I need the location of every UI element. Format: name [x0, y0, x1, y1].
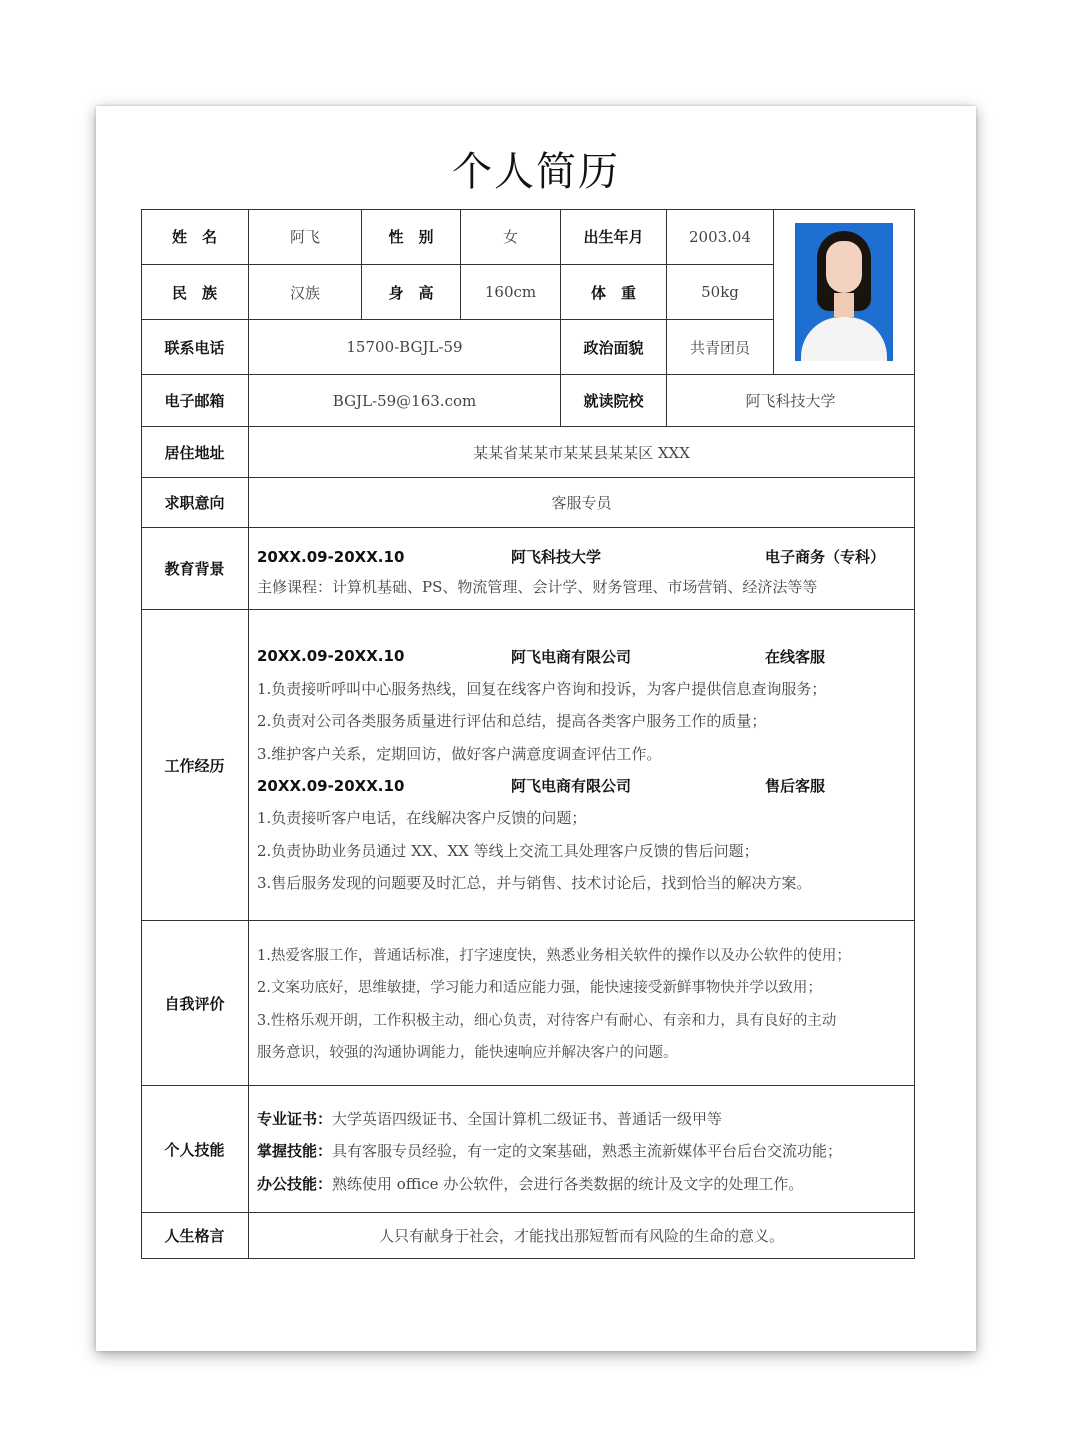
phone-label: 联系电话 [141, 320, 249, 375]
job-duty: 1.负责接听呼叫中心服务热线，回复在线客户咨询和投诉，为客户提供信息查询服务； [257, 679, 827, 698]
weight-label: 体 重 [561, 265, 667, 320]
work-section [249, 610, 915, 921]
skill-text: 大学英语四级证书、全国计算机二级证书、普通话一级甲等 [332, 1109, 723, 1128]
job-role: 售后客服 [765, 777, 826, 795]
birth-label: 出生年月 [561, 209, 667, 265]
phone-value: 15700-BGJL-59 [249, 320, 561, 375]
height-value: 160cm [461, 265, 561, 320]
politics-label: 政治面貌 [561, 320, 667, 375]
education-school: 阿飞科技大学 [511, 548, 602, 566]
skill-title: 掌握技能： [257, 1142, 333, 1161]
job-duty: 3.维护客户关系，定期回访，做好客户满意度调查评估工作。 [257, 744, 662, 763]
job-duty: 3.售后服务发现的问题要及时汇总，并与销售、技术讨论后，找到恰当的解决方案。 [257, 874, 812, 893]
education-courses: 主修课程：计算机基础、PS、物流管理、会计学、财务管理、市场营销、经济法等等 [257, 578, 818, 596]
intent-value: 客服专员 [249, 478, 915, 528]
resume-page [96, 106, 976, 1351]
job-duty: 2.负责对公司各类服务质量进行评估和总结，提高各类客户服务工作的质量； [257, 712, 767, 731]
skills-section [249, 1086, 915, 1213]
job-period: 20XX.09-20XX.10 [257, 647, 405, 665]
education-label: 教育背景 [141, 528, 249, 610]
job-company: 阿飞电商有限公司 [511, 777, 632, 795]
gender-label: 性 别 [362, 209, 461, 265]
resume-table [141, 209, 915, 1259]
email-label: 电子邮箱 [141, 375, 249, 427]
avatar [795, 223, 893, 361]
school-value: 阿飞科技大学 [667, 375, 915, 427]
job-company: 阿飞电商有限公司 [511, 647, 632, 666]
height-label: 身 高 [362, 265, 461, 320]
address-value: 某某省某某市某某县某某区 XXX [249, 427, 915, 478]
self-eval-label: 自我评价 [141, 921, 249, 1086]
skill-item [257, 1135, 914, 1168]
motto-text: 人只有献身于社会，才能找出那短暂而有风险的生命的意义。 [249, 1213, 915, 1259]
birth-value: 2003.04 [667, 209, 774, 265]
name-label: 姓 名 [141, 209, 249, 265]
intent-label: 求职意向 [141, 478, 249, 528]
skill-title: 办公技能： [257, 1174, 333, 1193]
job-duty: 2.负责协助业务员通过 XX、XX 等线上交流工具处理客户反馈的售后问题； [257, 841, 759, 860]
address-label: 居住地址 [141, 427, 249, 478]
job-role: 在线客服 [765, 647, 826, 666]
education-section [249, 528, 915, 610]
skill-text: 具有客服专员经验，有一定的文案基础，熟悉主流新媒体平台后台交流功能； [332, 1142, 843, 1161]
education-major: 电子商务（专科） [765, 548, 886, 566]
ethnicity-label: 民 族 [141, 265, 249, 320]
school-label: 就读院校 [561, 375, 667, 427]
self-eval-section [249, 921, 915, 1086]
photo-cell [774, 209, 915, 375]
skill-item [257, 1167, 914, 1200]
skill-title: 专业证书： [257, 1109, 333, 1128]
skill-item [257, 1102, 914, 1135]
work-label: 工作经历 [141, 610, 249, 921]
job-period: 20XX.09-20XX.10 [257, 776, 405, 795]
page-title: 个人简历 [452, 149, 620, 195]
job-duty: 1.负责接听客户电话，在线解决客户反馈的问题； [257, 809, 587, 828]
email-value: BGJL-59@163.com [249, 375, 561, 427]
self-eval-line: 服务意识，较强的沟通协调能力，能快速响应并解决客户的问题。 [257, 1045, 678, 1062]
self-eval-line: 1.热爱客服工作，普通话标准，打字速度快，熟悉业务相关软件的操作以及办公软件的使用； [257, 947, 851, 964]
ethnicity-value: 汉族 [249, 265, 362, 320]
name-value: 阿飞 [249, 209, 362, 265]
self-eval-line: 3.性格乐观开朗，工作积极主动，细心负责，对待客户有耐心、有亲和力，具有良好的主动 [257, 1012, 837, 1029]
gender-value: 女 [461, 209, 561, 265]
skills-label: 个人技能 [141, 1086, 249, 1213]
education-period: 20XX.09-20XX.10 [257, 547, 405, 566]
self-eval-line: 2.文案功底好，思维敏捷，学习能力和适应能力强，能快速接受新鲜事物快并学以致用； [257, 980, 822, 997]
motto-label: 人生格言 [141, 1213, 249, 1259]
politics-value: 共青团员 [667, 320, 774, 375]
weight-value: 50kg [667, 265, 774, 320]
skill-text: 熟练使用 office 办公软件，会进行各类数据的统计及文字的处理工作。 [332, 1174, 804, 1193]
